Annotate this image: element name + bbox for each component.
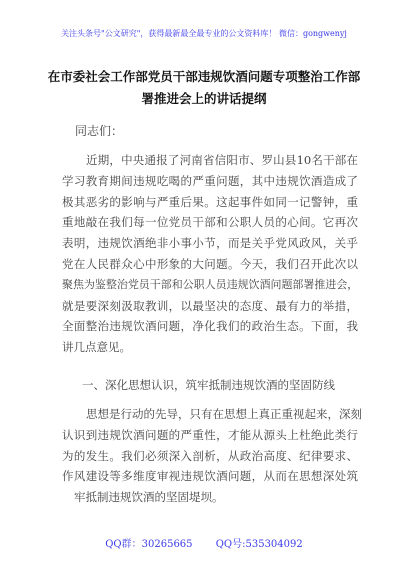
text-line: 为的发生。我们必须深入剖析，从政治高度、纪律要求、 [62,448,358,463]
footer [0,535,408,550]
text-line: 聚焦为鉴整治党员干部和公职人员违规饮酒问题部署推进会， [62,277,358,291]
text-line: 重地敲在我们每一位党员干部和公职人员的心间。它再次 [62,215,358,230]
text-line: 讲几点意见。 [62,340,131,355]
title-line: 署推进会上的讲话提纲 [141,91,267,106]
text-line: 表明，违规饮酒绝非小事小节，而是关乎党风政风，关乎 [62,236,358,251]
title-line: 在市委社会工作部党员干部违规饮酒问题专项整治工作部 [47,69,361,84]
paragraph-thinking [62,404,362,508]
qq-group-number: QQ群：30265665 [105,539,193,550]
text-line: 作风建设等多维度审视违规饮酒问题，从而在思想深处筑 [62,469,358,484]
document-title [40,66,368,110]
qq-number: QQ号:535304092 [215,539,303,550]
greeting: 同志们： [75,124,124,138]
text-line: 极其恶劣的影响与严重后果。这起事件如同一记警钟，重 [62,194,358,209]
section-heading: 一、深化思想认识，筑牢抵制违规饮酒的坚固防线 [82,378,335,392]
text-line: 牢抵制违规饮酒的坚固堤坝。 [74,490,224,505]
header-banner: 关注头条号"公文研究"，获得最新最全最专业的公文资料库！ 微信：gongwenyj [61,29,347,38]
text-line: 党在人民群众心中形象的大问题。今天，我们召开此次以 [62,256,358,271]
paragraph-intro [62,150,358,358]
text-line: 学习教育期间违规吃喝的严重问题，其中违规饮酒造成了 [62,173,358,188]
text-line: 就是要深刻汲取教训，以最坚决的态度、最有力的举措， [62,298,358,313]
text-line: 全面整治违规饮酒问题，净化我们的政治生态。下面，我 [62,319,358,334]
text-line: 近期，中央通报了河南省信阳市、罗山县10名干部在 [86,153,358,167]
text-line: 思想是行动的先导，只有在思想上真正重视起来，深刻 [86,407,362,421]
text-line: 认识到违规饮酒问题的严重性，才能从源头上杜绝此类行 [62,427,358,442]
